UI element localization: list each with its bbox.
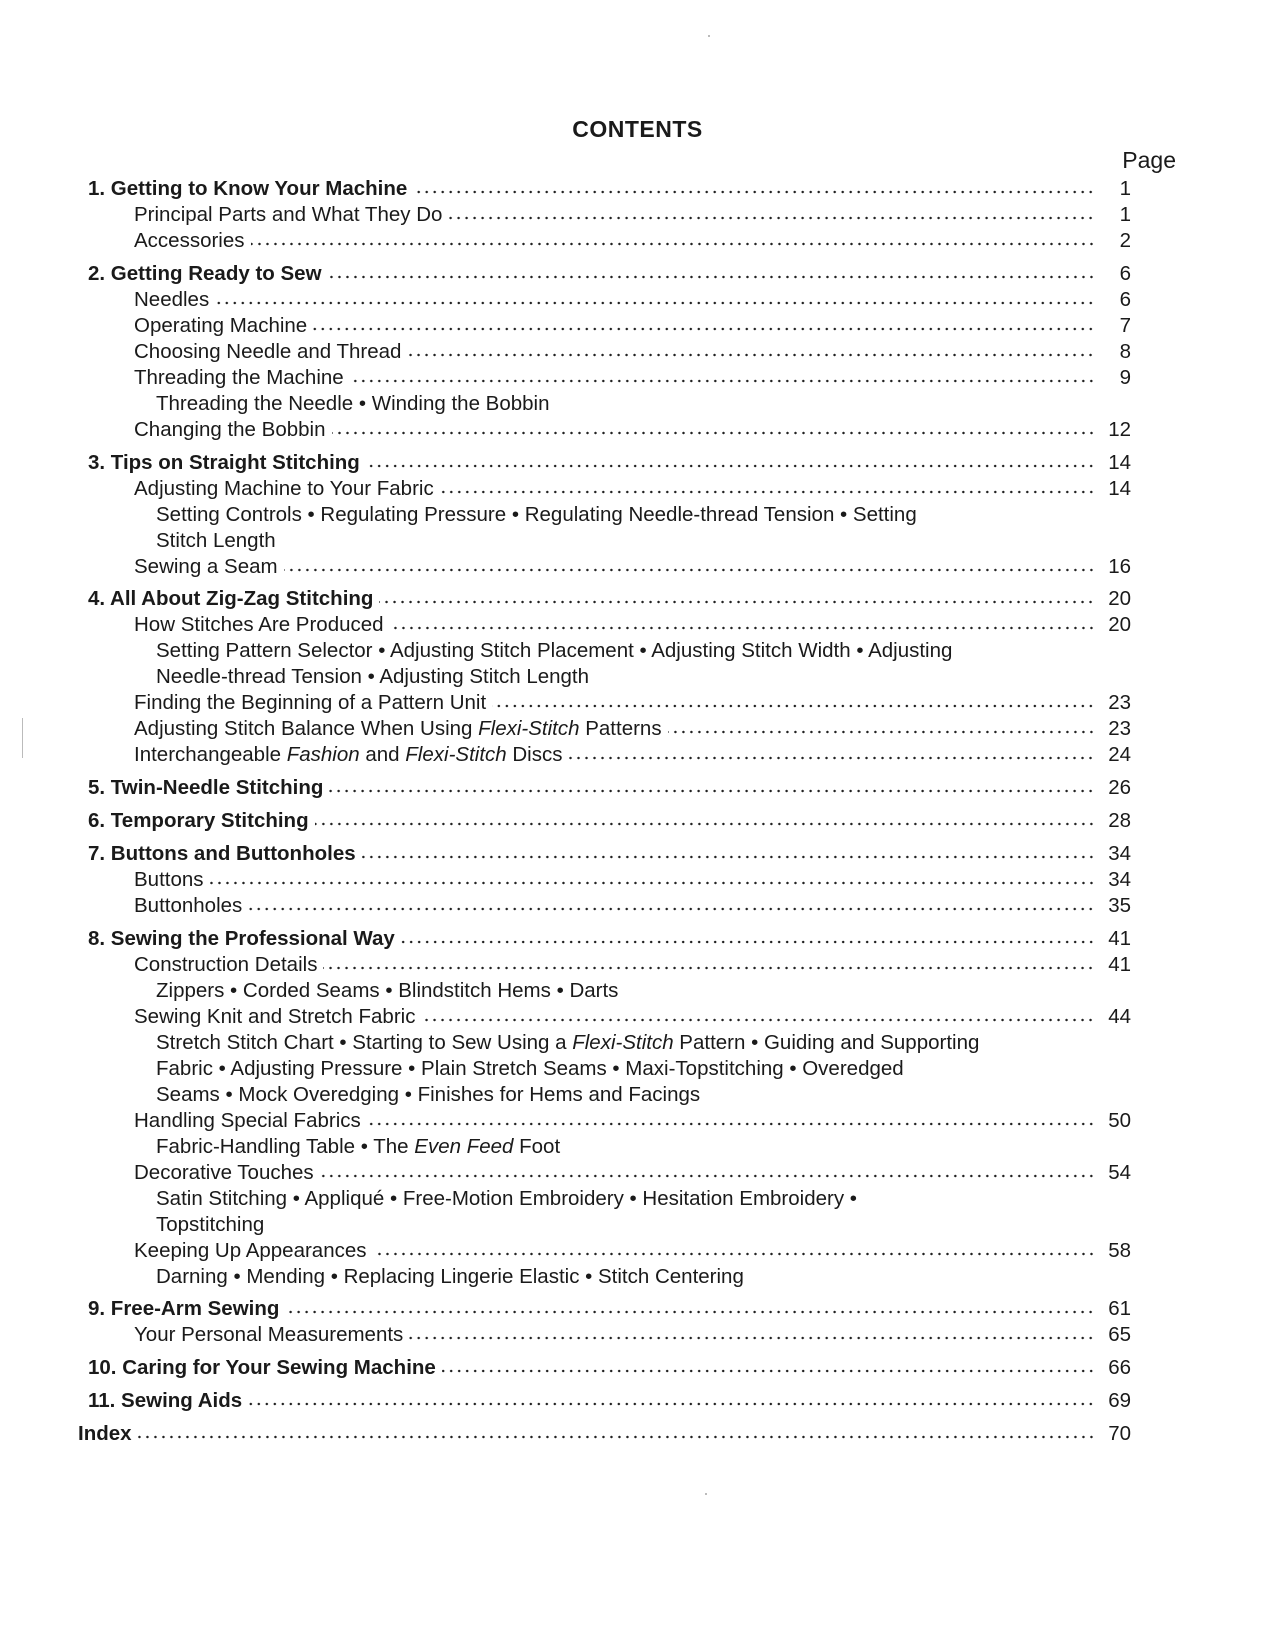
dot-leader: [313, 326, 1095, 332]
toc-section: [134, 1238, 1131, 1264]
toc-page-number: 20: [1108, 587, 1131, 610]
toc-section: [134, 1108, 1131, 1134]
toc-page-number: 34: [1108, 842, 1131, 865]
dot-leader: [448, 215, 1095, 221]
dot-leader: [413, 189, 1095, 195]
toc-chapter: [88, 450, 1131, 476]
toc-entry-label: Index: [78, 1422, 132, 1445]
toc-entry-label: 6. Temporary Stitching: [88, 809, 309, 832]
toc-page-number: 24: [1108, 743, 1131, 766]
toc-section: [134, 228, 1131, 254]
toc-section: [134, 690, 1131, 716]
toc-subtopics: Setting Controls • Regulating Pressure • Regulating Needle-thread Tension • Setting: [156, 503, 917, 526]
toc-entry-label: Sewing Knit and Stretch Fabric: [134, 1005, 416, 1028]
dot-leader: [328, 274, 1095, 280]
toc-entry-label: 5. Twin-Needle Stitching: [88, 776, 324, 799]
dot-leader: [379, 599, 1095, 605]
toc-subtopics: Zippers • Corded Seams • Blindstitch Hems • Darts: [156, 979, 619, 1002]
dot-leader: [248, 1401, 1095, 1407]
toc-entry-label: Buttonholes: [134, 894, 243, 917]
dot-leader: [492, 703, 1095, 709]
toc-page-number: 28: [1108, 809, 1131, 832]
dot-leader: [409, 1335, 1095, 1341]
toc-page-number: 54: [1108, 1161, 1131, 1184]
toc-chapter: [88, 1355, 1131, 1381]
page-column-label: Page: [1122, 147, 1176, 173]
toc-subtopics: Setting Pattern Selector • Adjusting Stitch Placement • Adjusting Stitch Width • Adjusting: [156, 639, 953, 662]
toc-entry-label: 1. Getting to Know Your Machine: [88, 177, 408, 200]
dot-leader: [421, 1017, 1095, 1023]
toc-page-number: 41: [1108, 953, 1131, 976]
dot-leader: [210, 880, 1095, 886]
dot-leader: [320, 1173, 1095, 1179]
toc-section: [134, 554, 1131, 580]
toc-subtopics: Topstitching: [156, 1213, 265, 1236]
dot-leader: [407, 352, 1095, 358]
toc-section: [134, 716, 1131, 742]
dot-leader: [442, 1368, 1095, 1374]
dot-leader: [366, 463, 1095, 469]
dot-leader: [350, 378, 1095, 384]
toc-entry-label: Operating Machine: [134, 314, 308, 337]
toc-subtopics: Needle-thread Tension • Adjusting Stitch Length: [156, 665, 590, 688]
dot-leader: [138, 1434, 1095, 1440]
toc-chapter: [88, 926, 1131, 952]
toc-subtopics: Stretch Stitch Chart • Starting to Sew Using a Flexi-Stitch Pattern • Guiding and Supporting: [156, 1031, 980, 1054]
toc-page-number: 41: [1108, 927, 1131, 950]
toc-page-number: 14: [1108, 477, 1131, 500]
dot-leader: [367, 1121, 1095, 1127]
toc-section: [134, 476, 1131, 502]
toc-page-number: 61: [1108, 1297, 1131, 1320]
toc-section: [134, 952, 1131, 978]
toc-section: [134, 893, 1131, 919]
dot-leader: [248, 906, 1095, 912]
toc-entry-label: Threading the Machine: [134, 366, 344, 389]
toc-chapter: [88, 176, 1131, 202]
toc-chapter: [88, 841, 1131, 867]
toc-section: [134, 742, 1131, 768]
dot-leader: [440, 489, 1095, 495]
toc-entry-label: 11. Sewing Aids: [88, 1389, 243, 1412]
toc-subtopics: Stitch Length: [156, 529, 276, 552]
toc-chapter: [88, 775, 1131, 801]
toc-entry-label: 10. Caring for Your Sewing Machine: [88, 1356, 436, 1379]
dot-leader: [323, 965, 1095, 971]
toc-entry-label: 8. Sewing the Professional Way: [88, 927, 395, 950]
dot-leader: [332, 430, 1096, 436]
dot-leader: [668, 729, 1095, 735]
toc-page-number: 14: [1108, 451, 1131, 474]
toc-entry-label: Buttons: [134, 868, 204, 891]
toc-entry-label: 3. Tips on Straight Stitching: [88, 451, 360, 474]
toc-page-number: 70: [1108, 1422, 1131, 1445]
toc-section: [134, 313, 1131, 339]
toc-section: [134, 1322, 1131, 1348]
toc-subtopics: Fabric-Handling Table • The Even Feed Foot: [156, 1135, 561, 1158]
toc-chapter: [88, 586, 1131, 612]
toc-entry-label: Interchangeable Fashion and Flexi-Stitch Discs: [134, 743, 563, 766]
dot-leader: [373, 1251, 1095, 1257]
toc-section: [134, 365, 1131, 391]
dot-leader: [251, 241, 1095, 247]
dot-leader: [401, 939, 1095, 945]
toc-page-number: 9: [1119, 366, 1131, 389]
toc-entry-label: 4. All About Zig-Zag Stitching: [88, 587, 374, 610]
toc-page-number: 16: [1108, 555, 1131, 578]
toc-page-number: 35: [1108, 894, 1131, 917]
toc-page-number: 7: [1119, 314, 1131, 337]
toc-entry-label: Principal Parts and What They Do: [134, 203, 443, 226]
toc-entry-label: Your Personal Measurements: [134, 1323, 404, 1346]
toc-subtopics: Darning • Mending • Replacing Lingerie Elastic • Stitch Centering: [156, 1265, 744, 1288]
toc-page-number: 2: [1119, 229, 1131, 252]
dot-leader: [315, 821, 1095, 827]
toc-page-number: 34: [1108, 868, 1131, 891]
toc-entry-label: Finding the Beginning of a Pattern Unit: [134, 691, 487, 714]
dot-leader: [362, 854, 1095, 860]
toc-subtopics: Seams • Mock Overedging • Finishes for Hems and Facings: [156, 1083, 701, 1106]
toc-page-number: 1: [1119, 203, 1131, 226]
toc-page-number: 23: [1108, 691, 1131, 714]
toc-page-number: 26: [1108, 776, 1131, 799]
toc-page-number: 66: [1108, 1356, 1131, 1379]
toc-chapter: [88, 808, 1131, 834]
dot-leader: [284, 567, 1095, 573]
dot-leader: [215, 300, 1095, 306]
toc-entry-label: Sewing a Seam: [134, 555, 278, 578]
toc-section: [134, 612, 1131, 638]
toc-section: [134, 339, 1131, 365]
toc-section: [134, 417, 1131, 443]
toc-page-number: 44: [1108, 1005, 1131, 1028]
toc-page-number: 20: [1108, 613, 1131, 636]
toc-page-number: 65: [1108, 1323, 1131, 1346]
dot-leader: [568, 755, 1095, 761]
toc-entry-label: Adjusting Machine to Your Fabric: [134, 477, 434, 500]
toc-section: [134, 867, 1131, 893]
toc-entry-label: Construction Details: [134, 953, 318, 976]
toc-chapter: [88, 1296, 1131, 1322]
toc-subtopics: Satin Stitching • Appliqué • Free-Motion Embroidery • Hesitation Embroidery •: [156, 1187, 857, 1210]
toc-entry-label: Decorative Touches: [134, 1161, 314, 1184]
toc-subtopics: Threading the Needle • Winding the Bobbin: [156, 392, 550, 415]
dot-leader: [285, 1309, 1095, 1315]
toc-entry-label: 2. Getting Ready to Sew: [88, 262, 322, 285]
dot-leader: [390, 625, 1095, 631]
toc-entry-label: Keeping Up Appearances: [134, 1239, 367, 1262]
toc-entry-label: Handling Special Fabrics: [134, 1109, 361, 1132]
toc-chapter: [88, 1388, 1131, 1414]
toc-section: [134, 1004, 1131, 1030]
toc-page-number: 69: [1108, 1389, 1131, 1412]
toc-page-number: 12: [1108, 418, 1131, 441]
toc-entry-label: Accessories: [134, 229, 245, 252]
toc-entry-label: Choosing Needle and Thread: [134, 340, 402, 363]
toc-page-number: 58: [1108, 1239, 1131, 1262]
toc-page-number: 1: [1119, 177, 1131, 200]
toc-chapter: [78, 1421, 1131, 1447]
page-title: CONTENTS: [572, 116, 703, 142]
toc-page-number: 50: [1108, 1109, 1131, 1132]
scan-speck: [708, 35, 710, 37]
toc-page-number: 6: [1119, 288, 1131, 311]
toc-subtopics: Fabric • Adjusting Pressure • Plain Stretch Seams • Maxi-Topstitching • Overedged: [156, 1057, 904, 1080]
toc-section: [134, 287, 1131, 313]
toc-section: [134, 1160, 1131, 1186]
dot-leader: [329, 788, 1095, 794]
toc-page-number: 8: [1119, 340, 1131, 363]
toc-entry-label: Adjusting Stitch Balance When Using Flexi-Stitch Patterns: [134, 717, 662, 740]
toc-section: [134, 202, 1131, 228]
toc-entry-label: How Stitches Are Produced: [134, 613, 384, 636]
toc-page-number: 23: [1108, 717, 1131, 740]
scan-speck: [705, 1493, 707, 1495]
toc-entry-label: Needles: [134, 288, 210, 311]
scan-speck: [22, 718, 23, 758]
toc-chapter: [88, 261, 1131, 287]
toc-entry-label: Changing the Bobbin: [134, 418, 326, 441]
toc-entry-label: 9. Free-Arm Sewing: [88, 1297, 280, 1320]
toc-entry-label: 7. Buttons and Buttonholes: [88, 842, 356, 865]
toc-page-number: 6: [1119, 262, 1131, 285]
